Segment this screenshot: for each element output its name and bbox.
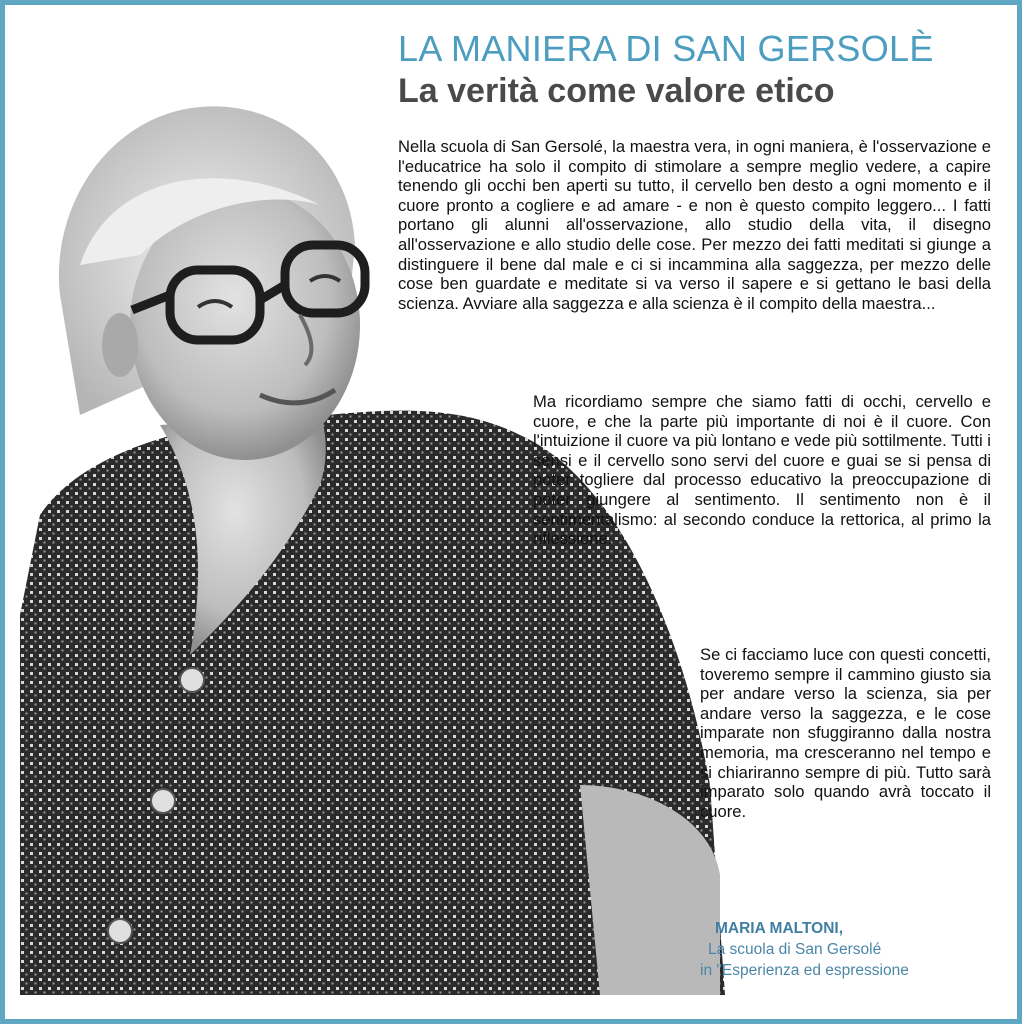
body-paragraph-2: Ma ricordiamo sempre che siamo fatti di occhi, cervello e cuore, e che la parte più importante di noi è il cuore. Con l'intuizione il cuore va più lontano e vede più sottilmente. Tutti i sensi e il cervello sono servi del cuore e guai se si pensa di poter togliere dal processo educativo la preoccupazione di poter giungere al sentimento. Il sentimento non è il sentimentalismo: al secondo conduce la rettorica, al primo la riflessione. [533,392,991,549]
author-name: MARIA MALTONI, [715,920,844,937]
source-title: La scuola di San Gersolé [708,941,882,958]
page-subtitle: La verità come valore etico [398,72,835,110]
body-paragraph-1: Nella scuola di San Gersolé, la maestra vera, in ogni maniera, è l'osservazione e l'educatrice ha solo il compito di stimolare a sempre meglio vedere, a capire tenendo gli occhi ben aperti su tutto, il cervello ben desto a ogni momento e il cuore pronto a cogliere e ad amare - e non è questo compito leggero... I fatti portano gli alunni all'osservazione, allo studio della vita, il disegno all'osservazione e allo studio delle cose. Per mezzo dei fatti meditati si giunge a distinguere il bene dal male e ci si incammina alla saggezza, per mezzo delle cose ben guardate e meditate si va verso il sapere e si gettano le basi della scienza. Avviare alla saggezza e alla scienza è il compito della maestra... [398,137,991,313]
body-paragraph-3: Se ci facciamo luce con questi concetti, toveremo sempre il cammino giusto sia per andare verso la scienza, sia per andare verso la saggezza, e le cose imparate non sfuggiranno dalla nostra memoria, ma cresceranno nel tempo e si chiariranno sempre di più. Tutto sarà imparato solo quando avrà toccato il cuore. [700,645,991,821]
source-publication: in "Esperienza ed espressione [700,962,909,979]
signature-block [700,918,1000,981]
page-title: LA MANIERA DI SAN GERSOLÈ [398,28,934,69]
